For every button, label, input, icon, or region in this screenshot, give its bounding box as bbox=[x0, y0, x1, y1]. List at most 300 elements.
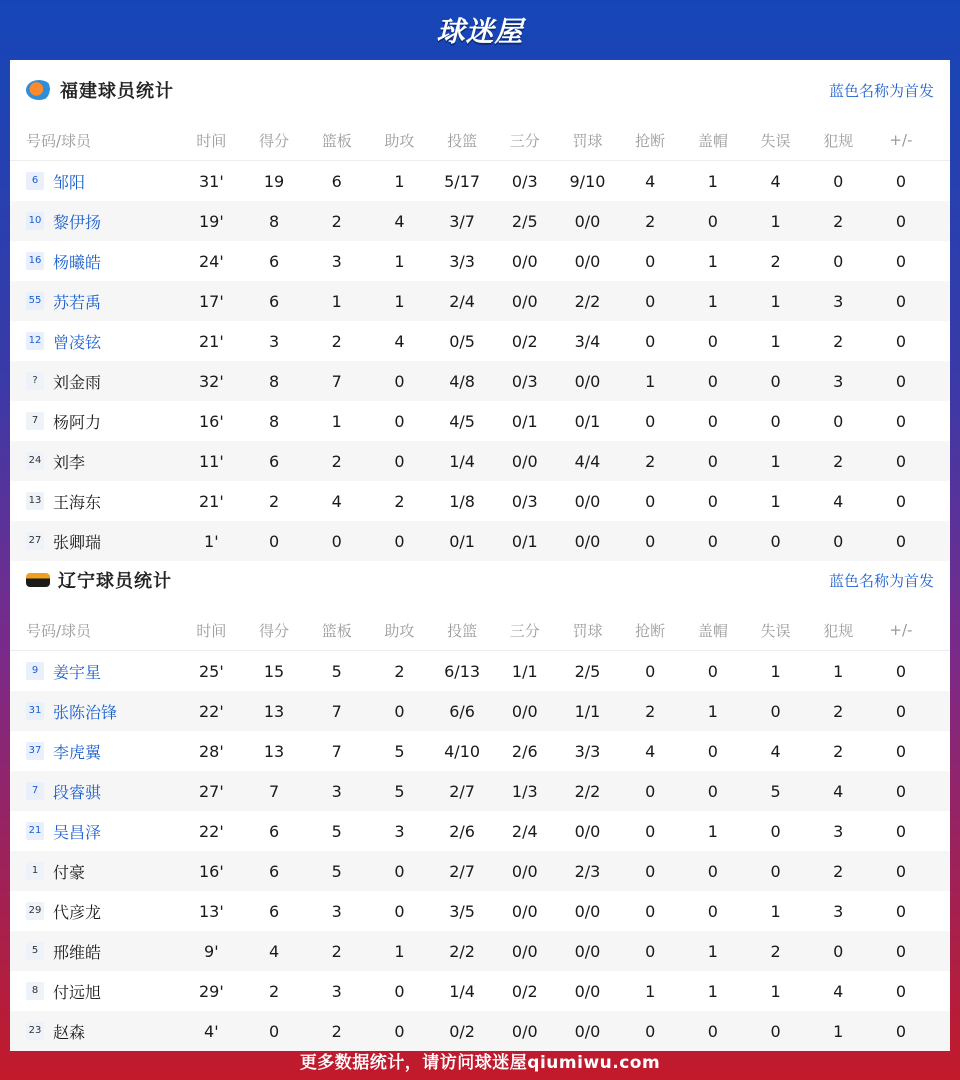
player-cell[interactable] bbox=[10, 940, 180, 963]
stat-cell: 0 bbox=[268, 1021, 280, 1041]
player-row[interactable] bbox=[10, 481, 950, 521]
stat-cell: 8 bbox=[268, 371, 280, 391]
column-header: 投篮 bbox=[447, 621, 478, 640]
player-name[interactable]: 王海东 bbox=[53, 492, 102, 512]
player-row[interactable] bbox=[10, 851, 950, 891]
stat-cell: 0 bbox=[770, 821, 781, 841]
player-name[interactable]: 刘李 bbox=[53, 452, 86, 472]
stat-cell: 2 bbox=[645, 701, 656, 721]
player-row[interactable] bbox=[10, 361, 950, 401]
stat-cell: 4 bbox=[645, 171, 656, 191]
stat-cell: 22' bbox=[198, 821, 224, 841]
column-header: 三分 bbox=[509, 621, 540, 640]
player-row[interactable] bbox=[10, 161, 950, 201]
top-bar bbox=[0, 0, 960, 60]
stat-cell: 6 bbox=[268, 291, 280, 311]
stat-cell: 0 bbox=[394, 451, 405, 471]
stat-cell: 24' bbox=[198, 251, 224, 271]
column-header: 号码/球员 bbox=[26, 131, 92, 150]
stat-cell: 0 bbox=[895, 861, 906, 881]
stat-cell: 2/2 bbox=[449, 941, 475, 961]
column-header: +/- bbox=[889, 621, 913, 639]
brand-logo-text: 球迷屋 bbox=[436, 15, 524, 48]
stat-cell: 0 bbox=[895, 821, 906, 841]
stat-cell: 2/5 bbox=[574, 661, 601, 681]
stat-cell: 1/1 bbox=[574, 701, 601, 721]
jersey-number-badge: 12 bbox=[26, 332, 44, 350]
section-title: 辽宁球员统计 bbox=[58, 571, 172, 592]
player-cell[interactable] bbox=[10, 250, 180, 273]
stat-cell: 8 bbox=[268, 211, 280, 231]
jersey-number-badge: 1 bbox=[26, 862, 44, 880]
player-cell[interactable] bbox=[10, 980, 180, 1003]
stat-cell: 1 bbox=[707, 941, 718, 961]
footer-text: 更多数据统计，请访问球迷屋qiumiwu.com bbox=[299, 1052, 661, 1073]
stat-cell: 0 bbox=[645, 1021, 656, 1041]
player-cell[interactable] bbox=[10, 700, 180, 723]
stat-cell: 0 bbox=[895, 661, 906, 681]
stat-cell: 2 bbox=[331, 1021, 342, 1041]
player-row[interactable] bbox=[10, 441, 950, 481]
stat-cell: 0/1 bbox=[574, 411, 601, 431]
stat-cell: 0/0 bbox=[511, 861, 538, 881]
stat-cell: 0/0 bbox=[574, 981, 601, 1001]
stat-cell: 0 bbox=[645, 491, 656, 511]
stat-cell: 0/0 bbox=[574, 941, 601, 961]
stat-cell: 1 bbox=[331, 291, 342, 311]
stat-cell: 1 bbox=[770, 901, 781, 921]
column-header: 犯规 bbox=[823, 621, 854, 640]
stat-cell: 0 bbox=[707, 901, 718, 921]
section-header bbox=[10, 550, 950, 610]
stat-cell: 0/3 bbox=[511, 171, 538, 191]
stat-cell: 13' bbox=[198, 901, 224, 921]
stat-cell: 0/3 bbox=[511, 371, 538, 391]
player-cell[interactable] bbox=[10, 490, 180, 513]
stat-cell: 2 bbox=[833, 701, 844, 721]
stat-cell: 0 bbox=[394, 371, 405, 391]
footer-banner[interactable] bbox=[0, 1040, 960, 1080]
jersey-number-badge: 8 bbox=[26, 982, 44, 1000]
jersey-number-badge: 13 bbox=[26, 492, 44, 510]
stat-cell: 0/0 bbox=[511, 291, 538, 311]
stat-cell: 0 bbox=[895, 451, 906, 471]
stats-panel bbox=[10, 60, 950, 1040]
stat-cell: 0 bbox=[645, 941, 656, 961]
stat-cell: 6 bbox=[268, 901, 280, 921]
player-row[interactable] bbox=[10, 891, 950, 931]
stat-cell: 9' bbox=[204, 941, 219, 961]
stat-cell: 2 bbox=[394, 661, 405, 681]
player-name[interactable]: 黎伊扬 bbox=[53, 212, 102, 232]
stat-cell: 0 bbox=[707, 741, 718, 761]
jersey-number-badge: 7 bbox=[26, 782, 44, 800]
player-cell[interactable] bbox=[10, 780, 180, 803]
stat-cell: 0/0 bbox=[574, 531, 601, 551]
player-name[interactable]: 张陈治锋 bbox=[53, 702, 118, 722]
player-name[interactable]: 付远旭 bbox=[53, 982, 102, 1002]
stat-cell: 2 bbox=[770, 941, 781, 961]
stat-cell: 1 bbox=[770, 661, 781, 681]
player-cell[interactable] bbox=[10, 370, 180, 393]
stat-cell: 0/0 bbox=[511, 901, 538, 921]
stat-cell: 4 bbox=[770, 741, 781, 761]
player-name[interactable]: 代彦龙 bbox=[53, 902, 102, 922]
jersey-number-badge: 9 bbox=[26, 662, 44, 680]
stat-cell: 2 bbox=[268, 491, 280, 511]
stat-cell: 2 bbox=[394, 491, 405, 511]
stat-cell: 0 bbox=[707, 451, 718, 471]
stat-cell: 0/0 bbox=[574, 211, 601, 231]
stat-cell: 0 bbox=[833, 171, 844, 191]
column-header: +/- bbox=[889, 131, 913, 149]
stat-cell: 0 bbox=[833, 941, 844, 961]
player-name[interactable]: 赵森 bbox=[53, 1022, 86, 1042]
stat-cell: 25' bbox=[198, 661, 224, 681]
jersey-number-badge: 5 bbox=[26, 942, 44, 960]
column-header: 得分 bbox=[259, 131, 290, 150]
stat-cell: 2 bbox=[331, 451, 342, 471]
stat-cell: 5 bbox=[331, 861, 342, 881]
stat-cell: 1 bbox=[770, 331, 781, 351]
stat-cell: 3/7 bbox=[449, 211, 475, 231]
stat-cell: 0 bbox=[770, 371, 781, 391]
stat-cell: 2/7 bbox=[449, 861, 475, 881]
player-row[interactable] bbox=[10, 241, 950, 281]
stat-cell: 6 bbox=[331, 171, 342, 191]
player-cell[interactable] bbox=[10, 210, 180, 233]
stat-cell: 2 bbox=[645, 451, 656, 471]
stat-cell: 0 bbox=[645, 251, 656, 271]
stat-cell: 4 bbox=[770, 171, 781, 191]
stat-cell: 16' bbox=[198, 861, 224, 881]
stat-cell: 2 bbox=[833, 211, 844, 231]
stat-cell: 2 bbox=[833, 451, 844, 471]
jersey-number-badge: 6 bbox=[26, 172, 44, 190]
section-title: 福建球员统计 bbox=[60, 81, 174, 102]
stat-cell: 0/0 bbox=[574, 1021, 601, 1041]
stat-cell: 4' bbox=[204, 1021, 219, 1041]
stat-cell: 16' bbox=[198, 411, 224, 431]
stat-cell: 2/4 bbox=[449, 291, 475, 311]
stat-cell: 0 bbox=[833, 411, 844, 431]
player-cell[interactable] bbox=[10, 900, 180, 923]
stat-cell: 31' bbox=[198, 171, 224, 191]
stat-cell: 0/0 bbox=[511, 941, 538, 961]
stat-cell: 3 bbox=[394, 821, 405, 841]
stat-cell: 0 bbox=[707, 1021, 718, 1041]
stat-cell: 6 bbox=[268, 451, 280, 471]
stat-cell: 0 bbox=[770, 411, 781, 431]
player-row[interactable] bbox=[10, 651, 950, 691]
stat-cell: 0/0 bbox=[574, 491, 601, 511]
stat-cell: 2 bbox=[833, 331, 844, 351]
stat-cell: 7 bbox=[268, 781, 280, 801]
stat-cell: 4/5 bbox=[449, 411, 475, 431]
stat-cell: 3 bbox=[331, 981, 342, 1001]
jersey-number-badge: 31 bbox=[26, 702, 44, 720]
stat-cell: 0 bbox=[394, 861, 405, 881]
player-name[interactable]: 杨曦皓 bbox=[53, 252, 102, 272]
stat-cell: 2/7 bbox=[449, 781, 475, 801]
table-header-row bbox=[10, 120, 950, 161]
stat-cell: 1 bbox=[707, 821, 718, 841]
stat-cell: 0/2 bbox=[511, 981, 538, 1001]
column-header: 篮板 bbox=[321, 621, 352, 640]
stat-cell: 1 bbox=[394, 171, 405, 191]
stat-cell: 4 bbox=[394, 211, 405, 231]
stat-cell: 0/1 bbox=[511, 411, 538, 431]
stat-cell: 0 bbox=[707, 531, 718, 551]
stat-cell: 0 bbox=[394, 701, 405, 721]
jersey-number-badge: 27 bbox=[26, 532, 44, 550]
jersey-number-badge: ? bbox=[26, 372, 44, 390]
column-header: 罚球 bbox=[572, 621, 603, 640]
stat-cell: 4 bbox=[331, 491, 342, 511]
stat-cell: 1 bbox=[707, 291, 718, 311]
stat-cell: 2 bbox=[833, 741, 844, 761]
stat-cell: 1 bbox=[707, 251, 718, 271]
stat-cell: 0/0 bbox=[511, 701, 538, 721]
player-cell[interactable] bbox=[10, 170, 180, 193]
stat-cell: 2/2 bbox=[574, 781, 601, 801]
player-row[interactable] bbox=[10, 971, 950, 1011]
stat-cell: 21' bbox=[198, 491, 224, 511]
stat-cell: 0 bbox=[895, 741, 906, 761]
stat-cell: 0 bbox=[645, 661, 656, 681]
player-name[interactable]: 吴昌泽 bbox=[53, 822, 102, 842]
stat-cell: 6 bbox=[268, 251, 280, 271]
player-name[interactable]: 姜宇星 bbox=[53, 662, 102, 682]
player-row[interactable] bbox=[10, 691, 950, 731]
player-row[interactable] bbox=[10, 401, 950, 441]
stat-cell: 3/3 bbox=[574, 741, 601, 761]
section-header bbox=[10, 60, 950, 120]
stat-cell: 17' bbox=[198, 291, 224, 311]
stat-cell: 0 bbox=[770, 1021, 781, 1041]
stat-cell: 2 bbox=[833, 861, 844, 881]
column-header: 盖帽 bbox=[697, 131, 728, 150]
stat-cell: 4 bbox=[645, 741, 656, 761]
jersey-number-badge: 55 bbox=[26, 292, 44, 310]
stat-cell: 0 bbox=[645, 531, 656, 551]
stat-cell: 2 bbox=[331, 331, 342, 351]
stat-cell: 0 bbox=[770, 701, 781, 721]
stat-cell: 7 bbox=[331, 701, 342, 721]
column-header: 失误 bbox=[760, 621, 791, 640]
stat-cell: 0/0 bbox=[511, 1021, 538, 1041]
column-header: 助攻 bbox=[384, 131, 415, 150]
stat-cell: 0/5 bbox=[449, 331, 475, 351]
stat-cell: 0/0 bbox=[511, 451, 538, 471]
stat-cell: 5 bbox=[394, 741, 405, 761]
stat-cell: 7 bbox=[331, 741, 342, 761]
jersey-number-badge: 21 bbox=[26, 822, 44, 840]
column-header: 助攻 bbox=[384, 621, 415, 640]
stat-cell: 0 bbox=[833, 251, 844, 271]
column-header: 号码/球员 bbox=[26, 621, 92, 640]
stat-cell: 2 bbox=[331, 941, 342, 961]
stat-cell: 0 bbox=[895, 901, 906, 921]
column-header: 盖帽 bbox=[697, 621, 728, 640]
player-row[interactable] bbox=[10, 931, 950, 971]
stat-cell: 1 bbox=[394, 941, 405, 961]
player-name[interactable]: 邢维皓 bbox=[53, 942, 102, 962]
stat-cell: 3 bbox=[331, 781, 342, 801]
stat-cell: 0/2 bbox=[449, 1021, 475, 1041]
stat-cell: 0 bbox=[645, 861, 656, 881]
stat-cell: 1 bbox=[770, 491, 781, 511]
stat-cell: 1 bbox=[707, 701, 718, 721]
player-cell[interactable] bbox=[10, 330, 180, 353]
stat-cell: 4 bbox=[833, 491, 844, 511]
stat-cell: 0 bbox=[833, 531, 844, 551]
stat-cell: 0/3 bbox=[511, 491, 538, 511]
stat-cell: 2/4 bbox=[511, 821, 538, 841]
stat-cell: 0 bbox=[895, 1021, 906, 1041]
stat-cell: 13 bbox=[263, 741, 285, 761]
stat-cell: 0/0 bbox=[574, 901, 601, 921]
player-row[interactable] bbox=[10, 811, 950, 851]
column-header: 罚球 bbox=[572, 131, 603, 150]
stat-cell: 4/8 bbox=[449, 371, 475, 391]
player-cell[interactable] bbox=[10, 450, 180, 473]
player-name[interactable]: 段睿骐 bbox=[53, 782, 102, 802]
stat-cell: 0 bbox=[770, 861, 781, 881]
stat-cell: 1/1 bbox=[511, 661, 538, 681]
stat-cell: 5 bbox=[331, 661, 342, 681]
player-name[interactable]: 刘金雨 bbox=[53, 372, 102, 392]
stat-cell: 4 bbox=[833, 781, 844, 801]
stat-cell: 0 bbox=[895, 491, 906, 511]
stat-cell: 1/4 bbox=[449, 981, 475, 1001]
player-cell[interactable] bbox=[10, 410, 180, 433]
stat-cell: 6 bbox=[268, 821, 280, 841]
column-header: 抢断 bbox=[635, 131, 666, 150]
stat-cell: 0 bbox=[895, 941, 906, 961]
stat-cell: 0 bbox=[645, 781, 656, 801]
stat-cell: 0 bbox=[645, 411, 656, 431]
stat-cell: 3 bbox=[833, 901, 844, 921]
stat-cell: 0 bbox=[895, 371, 906, 391]
stat-cell: 0 bbox=[394, 1021, 405, 1041]
stat-cell: 1 bbox=[770, 291, 781, 311]
jersey-number-badge: 23 bbox=[26, 1022, 44, 1040]
stat-cell: 15 bbox=[263, 661, 285, 681]
stat-cell: 0 bbox=[707, 861, 718, 881]
player-cell[interactable] bbox=[10, 740, 180, 763]
stat-cell: 21' bbox=[198, 331, 224, 351]
stat-cell: 2/5 bbox=[511, 211, 538, 231]
stat-cell: 2 bbox=[268, 981, 280, 1001]
stat-cell: 9/10 bbox=[569, 171, 606, 191]
team-section-liaoning bbox=[10, 550, 950, 1051]
column-header: 抢断 bbox=[635, 621, 666, 640]
stat-cell: 13 bbox=[263, 701, 285, 721]
stat-cell: 0 bbox=[707, 371, 718, 391]
player-cell[interactable] bbox=[10, 660, 180, 683]
team-section-fujian bbox=[10, 60, 950, 561]
player-name[interactable]: 邹阳 bbox=[53, 172, 86, 192]
jersey-number-badge: 16 bbox=[26, 252, 44, 270]
player-name[interactable]: 苏若禹 bbox=[53, 292, 102, 312]
player-name[interactable]: 付豪 bbox=[53, 862, 86, 882]
column-header: 时间 bbox=[196, 621, 227, 640]
jersey-number-badge: 29 bbox=[26, 902, 44, 920]
stat-cell: 5 bbox=[394, 781, 405, 801]
stat-cell: 27' bbox=[198, 781, 224, 801]
stat-cell: 11' bbox=[198, 451, 224, 471]
stat-cell: 0 bbox=[895, 251, 906, 271]
player-row[interactable] bbox=[10, 281, 950, 321]
column-header: 三分 bbox=[509, 131, 540, 150]
stat-cell: 5 bbox=[331, 821, 342, 841]
stat-cell: 1/8 bbox=[449, 491, 475, 511]
stat-cell: 0/0 bbox=[574, 821, 601, 841]
player-cell[interactable] bbox=[10, 860, 180, 883]
jersey-number-badge: 37 bbox=[26, 742, 44, 760]
stat-cell: 0 bbox=[394, 531, 405, 551]
stat-cell: 28' bbox=[198, 741, 224, 761]
stat-cell: 6/6 bbox=[449, 701, 475, 721]
stat-cell: 3/4 bbox=[574, 331, 601, 351]
column-header: 篮板 bbox=[321, 131, 352, 150]
stat-cell: 0 bbox=[707, 331, 718, 351]
stat-cell: 0/0 bbox=[511, 251, 538, 271]
stat-cell: 3 bbox=[268, 331, 280, 351]
stat-cell: 0/1 bbox=[511, 531, 538, 551]
stat-cell: 0 bbox=[895, 531, 906, 551]
stat-cell: 1 bbox=[770, 981, 781, 1001]
stat-cell: 4 bbox=[394, 331, 405, 351]
stat-cell: 6 bbox=[268, 861, 280, 881]
stat-cell: 3 bbox=[833, 821, 844, 841]
stat-cell: 29' bbox=[198, 981, 224, 1001]
stat-cell: 4 bbox=[268, 941, 280, 961]
player-cell[interactable] bbox=[10, 290, 180, 313]
stat-cell: 4 bbox=[833, 981, 844, 1001]
player-cell[interactable] bbox=[10, 820, 180, 843]
column-header: 得分 bbox=[259, 621, 290, 640]
stat-cell: 0 bbox=[707, 491, 718, 511]
stat-cell: 0 bbox=[645, 331, 656, 351]
player-row[interactable] bbox=[10, 771, 950, 811]
player-name[interactable]: 李虎翼 bbox=[53, 742, 102, 762]
player-row[interactable] bbox=[10, 731, 950, 771]
stat-cell: 0 bbox=[394, 901, 405, 921]
stat-cell: 1 bbox=[331, 411, 342, 431]
stat-cell: 0 bbox=[895, 411, 906, 431]
stat-cell: 0 bbox=[394, 411, 405, 431]
stat-cell: 0 bbox=[645, 821, 656, 841]
stat-cell: 0 bbox=[895, 291, 906, 311]
fujian-team-logo bbox=[26, 80, 52, 100]
player-name[interactable]: 杨阿力 bbox=[53, 412, 102, 432]
stat-cell: 0/1 bbox=[449, 531, 475, 551]
stat-cell: 0 bbox=[331, 531, 342, 551]
player-row[interactable] bbox=[10, 321, 950, 361]
stat-cell: 1 bbox=[833, 661, 844, 681]
stat-cell: 0 bbox=[895, 981, 906, 1001]
stat-cell: 1 bbox=[833, 1021, 844, 1041]
player-row[interactable] bbox=[10, 201, 950, 241]
player-name[interactable]: 张卿瑞 bbox=[53, 532, 102, 552]
stat-cell: 1 bbox=[394, 251, 405, 271]
stat-cell: 5 bbox=[770, 781, 781, 801]
player-name[interactable]: 曾凌铉 bbox=[53, 332, 102, 352]
stat-cell: 2 bbox=[331, 211, 342, 231]
stat-cell: 1/4 bbox=[449, 451, 475, 471]
